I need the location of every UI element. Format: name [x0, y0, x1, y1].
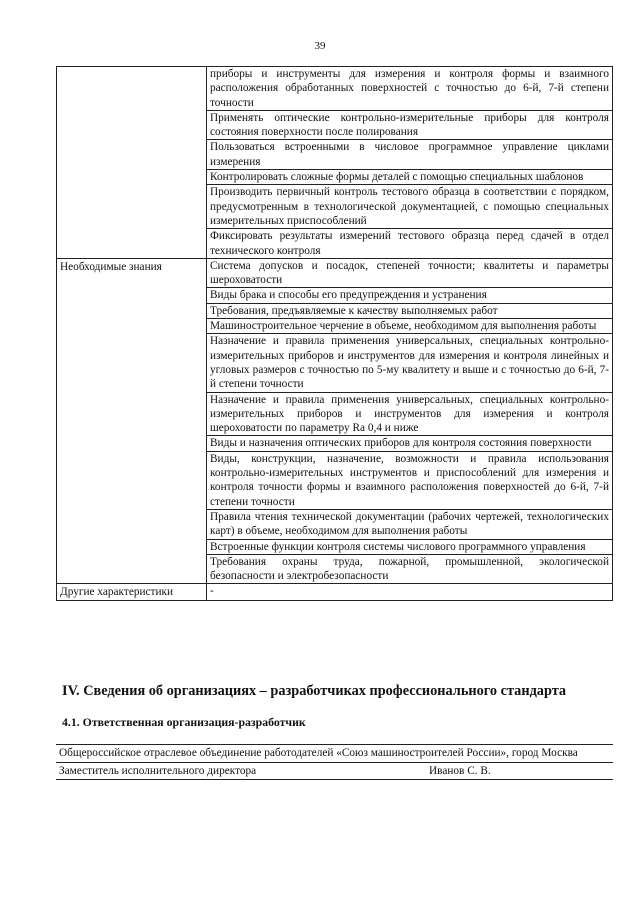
organization-signatory-row — [56, 763, 613, 779]
row-text: - — [207, 584, 613, 600]
row-text: Виды и назначения оптических приборов для контроля состояния поверхности — [207, 436, 613, 451]
organization-name-row — [56, 745, 613, 763]
knowledge-skills-table-body — [57, 67, 613, 601]
row-text: Фиксировать результаты измерений тестового образца перед сдачей в отдел технического контроля — [207, 229, 613, 259]
row-text: Пользоваться встроенными в числовое программное управление циклами измерения — [207, 140, 613, 170]
signatory-position: Заместитель исполнительного директора — [59, 765, 257, 778]
organization-signatory — [56, 763, 613, 779]
row-text: Контролировать сложные формы деталей с помощью специальных шаблонов — [207, 170, 613, 185]
organization-table — [56, 744, 613, 780]
row-text: приборы и инструменты для измерения и контроля формы и взаимного расположения обработанных поверхностей с точностью до 6-й, 7-й степени точности — [207, 67, 613, 111]
row-group-label — [57, 67, 207, 259]
row-text: Производить первичный контроль тестового образца в соответствии с порядком, предусмотренным в технологической документацией, с помощью специальных измерительных приспособлений — [207, 185, 613, 229]
table-row — [57, 67, 613, 111]
section-title: IV. Сведения об организациях – разработчиках профессионального стандарта — [62, 683, 567, 699]
knowledge-skills-table — [56, 66, 613, 601]
organization-name: Общероссийское отраслевое объединение работодателей «Союз машиностроителей России», город Москва — [56, 745, 613, 763]
row-text: Требования, предъявляемые к качеству выполняемых работ — [207, 303, 613, 318]
row-text: Требования охраны труда, пожарной, промышленной, экологической безопасности и электробезопасности — [207, 554, 613, 584]
row-text: Система допусков и посадок, степеней точности; квалитеты и параметры шероховатости — [207, 258, 613, 288]
page-number: 39 — [314, 40, 326, 52]
row-text: Назначение и правила применения универсальных, специальных контрольно-измерительных приборов и инструментов для измерения и контроля шероховатости по параметру Ra 0,4 и ниже — [207, 392, 613, 436]
row-text: Применять оптические контрольно-измерительные приборы для контроля состояния поверхности после полирования — [207, 110, 613, 140]
row-text: Встроенные функции контроля системы числового программного управления — [207, 539, 613, 554]
table-row — [57, 584, 613, 600]
table-row — [57, 258, 613, 288]
row-text: Назначение и правила применения универсальных, специальных контрольно-измерительных приборов и инструментов для измерения и контроля линейных и угловых размеров с точностью по 5-му квалитету и выше и с точностью до 6-й, 7-й степени точности — [207, 334, 613, 392]
row-group-label: Необходимые знания — [57, 258, 207, 584]
row-text: Правила чтения технической документации (рабочих чертежей, технологических карт) в объеме, необходимом для выполнения работы — [207, 509, 613, 539]
subsection-title: 4.1. Ответственная организация-разработчик — [62, 715, 306, 729]
row-text: Машиностроительное черчение в объеме, необходимом для выполнения работы — [207, 319, 613, 334]
row-group-label: Другие характеристики — [57, 584, 207, 600]
row-text: Виды, конструкции, назначение, возможности и правила использования контрольно-измерительных инструментов и приспособлений для измерения и контроля точности формы и взаимного расположения поверхностей до 6-й, 7-й степени точности — [207, 451, 613, 509]
row-text: Виды брака и способы его предупреждения и устранения — [207, 288, 613, 303]
signatory-name: Иванов С. В. — [429, 765, 491, 778]
